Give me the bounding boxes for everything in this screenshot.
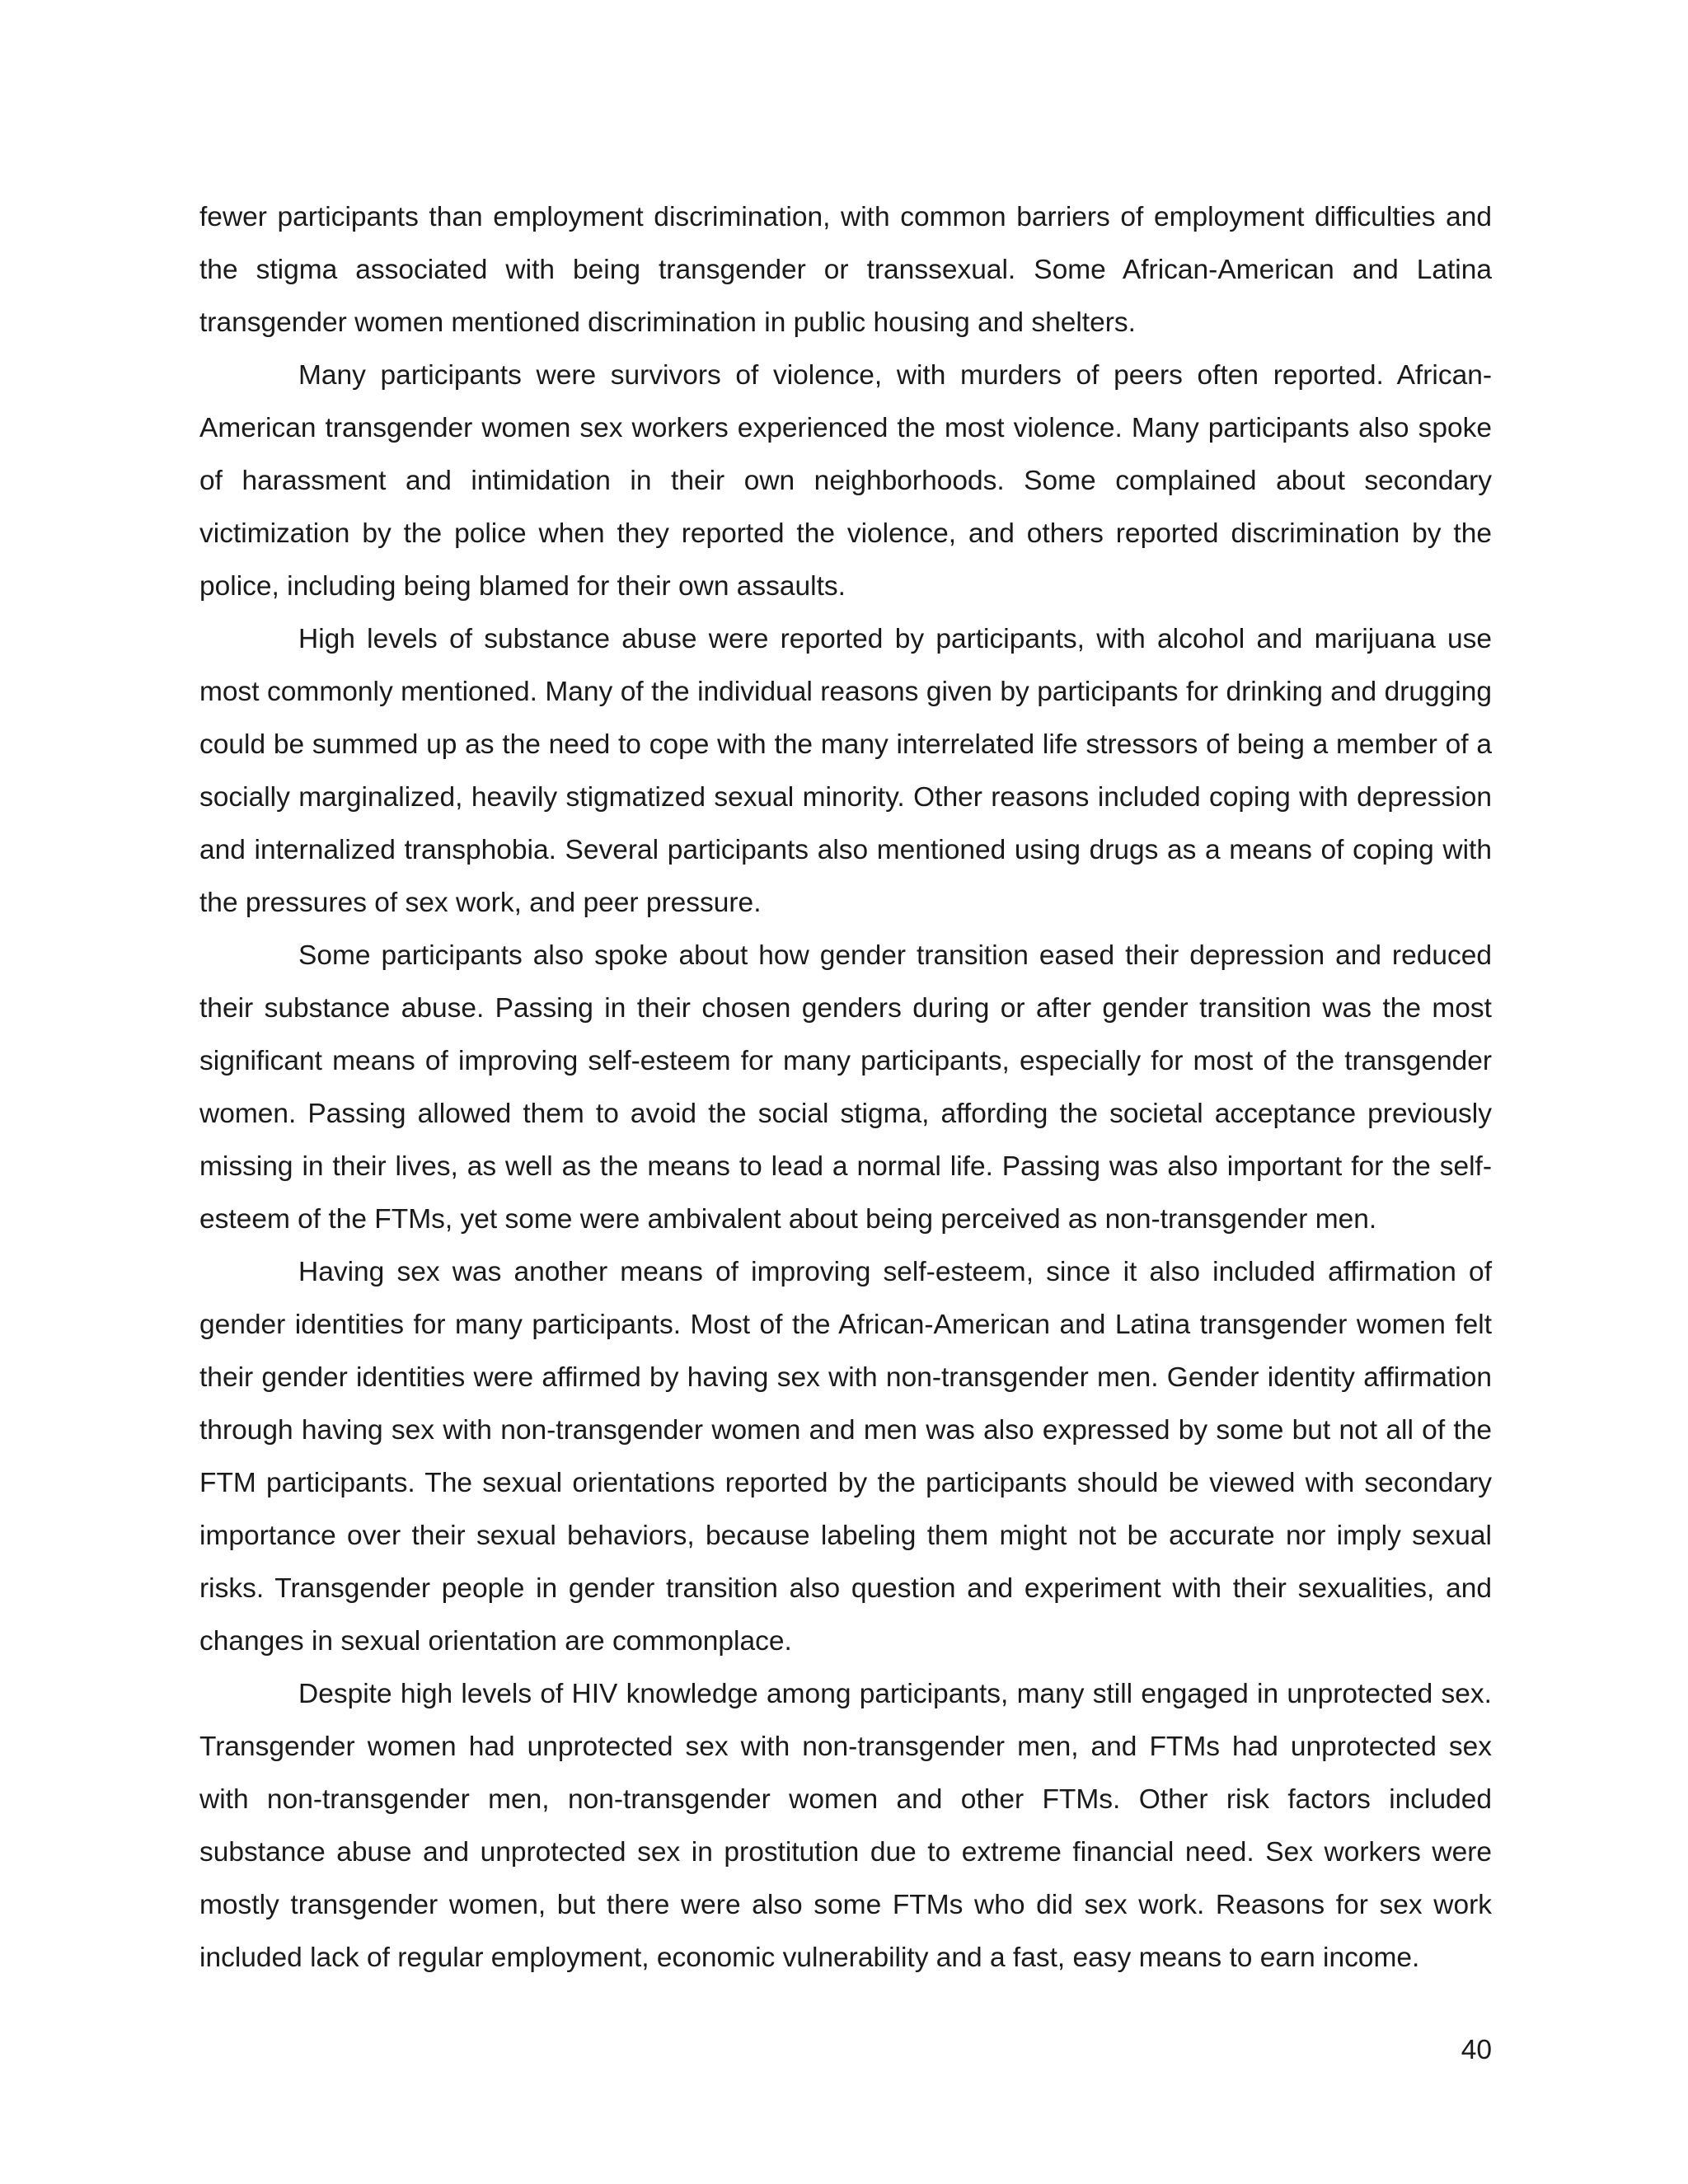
page-number: 40	[1461, 2035, 1492, 2065]
paragraph-self-esteem-sex: Having sex was another means of improving self-esteem, since it also included affirmation of gender identities for many participants. Most of the African-American and Latina transgender women felt their gender identities were affirmed by having sex with non-transgender men. Gender identity affirmation through having sex with non-transgender women and men was also expressed by some but not all of the FTM participants. The sexual orientations reported by the participants should be viewed with secondary importance over their sexual behaviors, because labeling them might not be accurate nor imply sexual risks. Transgender people in gender transition also question and experiment with their sexualities, and changes in sexual orientation are commonplace.	[199, 1257, 1492, 1657]
paragraph-continuation: fewer participants than employment discrimination, with common barriers of employment difficulties and the stigma associated with being transgender or transsexual. Some African-American and Latina transgender women mentioned discrimination in public housing and shelters.	[199, 202, 1492, 338]
paragraph-violence: Many participants were survivors of violence, with murders of peers often reported. African-American transgender women sex workers experienced the most violence. Many participants also spoke of harassment and intimidation in their own neighborhoods. Some complained about secondary victimization by the police when they reported the violence, and others reported discrimination by the police, including being blamed for their own assaults.	[199, 360, 1492, 602]
paragraph-hiv-risk: Despite high levels of HIV knowledge among participants, many still engaged in unprotected sex. Transgender women had unprotected sex with non-transgender men, and FTMs had unprotected sex with non-transgender men, non-transgender women and other FTMs. Other risk factors included substance abuse and unprotected sex in prostitution due to extreme financial need. Sex workers were mostly transgender women, but there were also some FTMs who did sex work. Reasons for sex work included lack of regular employment, economic vulnerability and a fast, easy means to earn income.	[199, 1679, 1492, 1973]
paragraph-substance-abuse: High levels of substance abuse were reported by participants, with alcohol and marijuana use most commonly mentioned. Many of the individual reasons given by participants for drinking and drugging could be summed up as the need to cope with the many interrelated life stressors of being a member of a socially marginalized, heavily stigmatized sexual minority. Other reasons included coping with depression and internalized transphobia. Several participants also mentioned using drugs as a means of coping with the pressures of sex work, and peer pressure.	[199, 624, 1492, 918]
paragraph-gender-transition: Some participants also spoke about how gender transition eased their depression and reduced their substance abuse. Passing in their chosen genders during or after gender transition was the most significant means of improving self-esteem for many participants, especially for most of the transgender women. Passing allowed them to avoid the social stigma, affording the societal acceptance previously missing in their lives, as well as the means to lead a normal life. Passing was also important for the self-esteem of the FTMs, yet some were ambivalent about being perceived as non-transgender men.	[199, 940, 1492, 1235]
body-text	[199, 191, 1492, 1985]
